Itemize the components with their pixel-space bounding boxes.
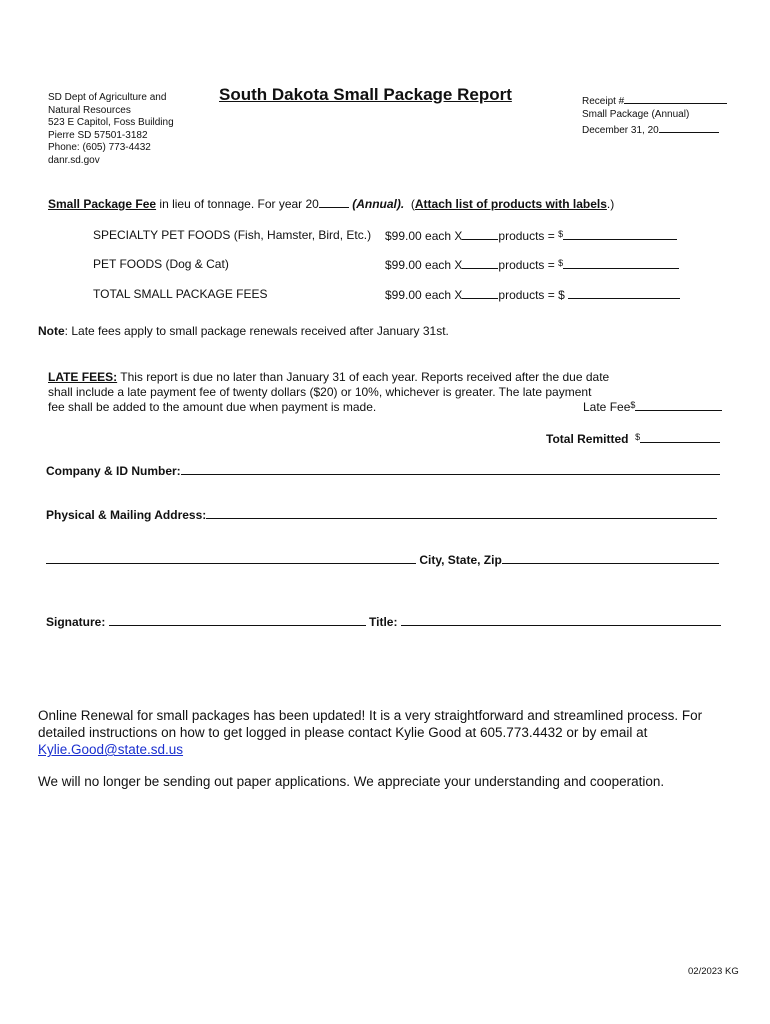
fee-row-label: PET FOODS (Dog & Cat) bbox=[93, 257, 229, 271]
paper-applications-notice: We will no longer be sending out paper applications. We appreciate your understanding and cooperation. bbox=[38, 774, 665, 789]
fee-text: in lieu of tonnage. For year 20 bbox=[156, 197, 319, 211]
late-fees-paragraph: LATE FEES: This report is due no later than January 31 of each year. Reports received after the due date shall include a late payment fee of twenty dollars ($20) or 10%, whichever is greater. The late payment fee shall be added to the amount due when payment is made. bbox=[48, 370, 610, 414]
specialty-amount-field[interactable] bbox=[563, 228, 677, 240]
company-label: Company & ID Number: bbox=[46, 464, 181, 478]
page-title: South Dakota Small Package Report bbox=[219, 85, 512, 104]
form-revision-code: 02/2023 KG bbox=[688, 966, 739, 977]
total-amount-field[interactable] bbox=[568, 287, 680, 299]
petfood-amount-field[interactable] bbox=[563, 257, 679, 269]
receipt-date-label: December 31, 20 bbox=[582, 125, 659, 136]
fee-row-label: TOTAL SMALL PACKAGE FEES bbox=[93, 287, 268, 301]
fee-section-heading: Small Package Fee in lieu of tonnage. For year 20 (Annual). (Attach list of products with labels.) bbox=[48, 197, 615, 211]
agency-street: 523 E Capitol, Foss Building bbox=[48, 117, 174, 128]
receipt-label: Receipt # bbox=[582, 96, 625, 107]
fee-row-petfood bbox=[93, 257, 229, 271]
fee-row-total-calc: $99.00 each X products = $ bbox=[385, 287, 680, 302]
fee-row-total bbox=[93, 287, 268, 301]
total-remitted-label: Total Remitted bbox=[546, 432, 629, 446]
online-renewal-message: Online Renewal for small packages has been updated! It is a very straightforward and streamlined process. For detailed instructions on how to get logged in please contact Kylie Good at 605.773.4432 or by email at Kylie.Good@state.sd.us bbox=[38, 708, 703, 757]
fee-row-specialty-calc: $99.00 each X products = $ bbox=[385, 228, 677, 243]
agency-address-block bbox=[48, 92, 174, 167]
late-fee-label: Late Fee bbox=[583, 400, 631, 414]
late-fees-label: LATE FEES: bbox=[48, 370, 118, 384]
late-fee-note: Note: Late fees apply to small package renewals received after January 31st. bbox=[38, 324, 449, 338]
signature-label: Signature: bbox=[46, 615, 106, 629]
late-fee-entry: Late Fee$ bbox=[583, 399, 722, 414]
total-remitted: Total Remitted $ bbox=[546, 431, 720, 446]
company-field[interactable] bbox=[181, 463, 720, 475]
agency-website: danr.sd.gov bbox=[48, 154, 100, 166]
city-field[interactable] bbox=[502, 552, 719, 564]
address-row bbox=[46, 507, 717, 522]
fee-row-petfood-calc: $99.00 each X products = $ bbox=[385, 257, 679, 272]
receipt-number-field[interactable] bbox=[624, 92, 727, 104]
agency-phone: Phone: (605) 773-4432 bbox=[48, 142, 151, 153]
title-label: Title: bbox=[369, 615, 398, 629]
address-line2-field[interactable] bbox=[46, 552, 416, 564]
signature-row bbox=[46, 614, 721, 629]
agency-name-line2: Natural Resources bbox=[48, 104, 131, 116]
city-label: City, State, Zip bbox=[419, 553, 502, 567]
total-products-field[interactable] bbox=[462, 287, 498, 299]
contact-email-link[interactable]: Kylie.Good@state.sd.us bbox=[38, 742, 184, 757]
year-field[interactable] bbox=[319, 196, 349, 208]
attach-instructions: Attach list of products with labels bbox=[414, 197, 607, 211]
fee-row-label: SPECIALTY PET FOODS (Fish, Hamster, Bird, Etc.) bbox=[93, 228, 372, 242]
late-fee-field[interactable] bbox=[635, 399, 722, 411]
receipt-type: Small Package (Annual) bbox=[582, 108, 690, 120]
signature-field[interactable] bbox=[109, 614, 366, 626]
agency-city: Pierre SD 57501-3182 bbox=[48, 129, 148, 141]
company-row bbox=[46, 463, 720, 478]
fee-row-specialty bbox=[93, 228, 371, 242]
address-label: Physical & Mailing Address: bbox=[46, 508, 207, 522]
title-field[interactable] bbox=[401, 614, 721, 626]
petfood-products-field[interactable] bbox=[462, 257, 498, 269]
agency-name-line1: SD Dept of Agriculture and bbox=[48, 92, 167, 103]
receipt-block bbox=[582, 92, 727, 138]
total-remitted-field[interactable] bbox=[640, 431, 720, 443]
city-row bbox=[46, 552, 719, 567]
address-field[interactable] bbox=[206, 507, 717, 519]
annual-label: (Annual). bbox=[352, 197, 405, 211]
fee-label: Small Package Fee bbox=[48, 197, 157, 211]
specialty-products-field[interactable] bbox=[462, 228, 498, 240]
receipt-year-field[interactable] bbox=[659, 121, 719, 133]
